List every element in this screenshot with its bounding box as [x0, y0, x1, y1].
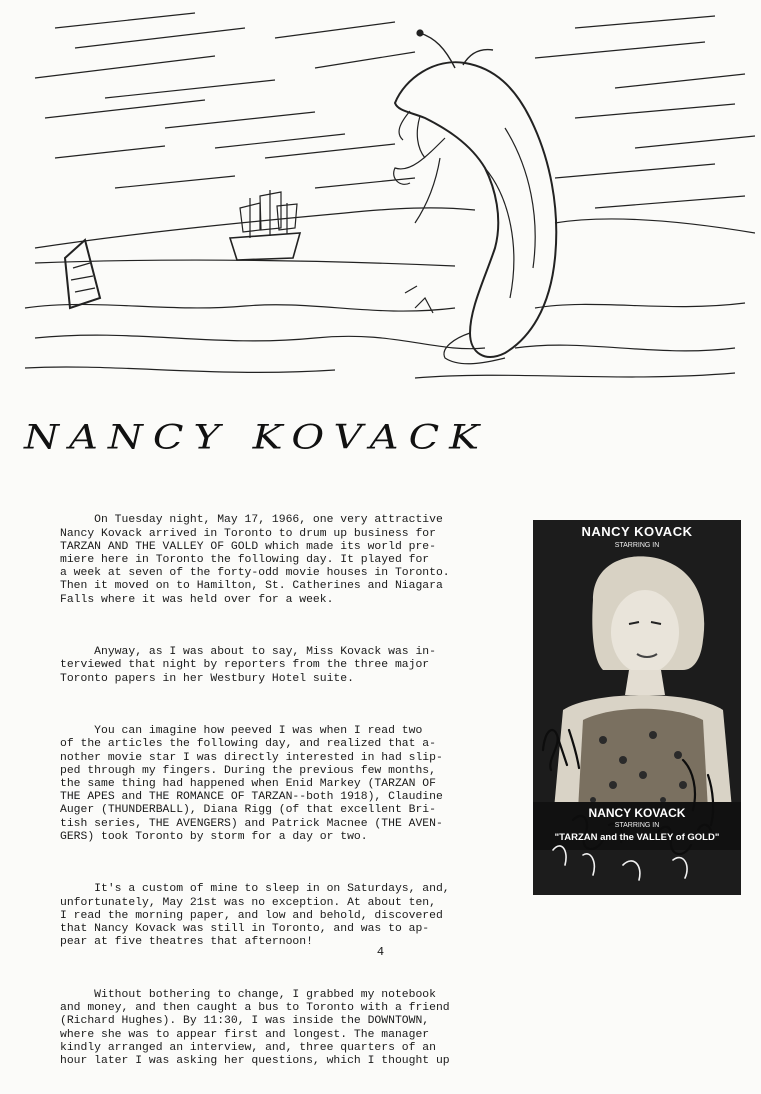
article-heading: NANCY KOVACK [24, 418, 490, 458]
photo-top-name: NANCY KOVACK [581, 524, 693, 539]
article-paragraph: It's a custom of mine to sleep in on Saturdays, and, unfortunately, May 21st was no exception. At about ten, I read the morning paper, and low and behold, discovered that Nancy Kovack was still in Toronto, and was to ap- pear at five theatres that afternoon! [60, 883, 450, 949]
page-number: 4 [376, 945, 385, 959]
photo-top-starring: STARRING IN [614, 542, 660, 549]
article-paragraph: You can imagine how peeved I was when I read two of the articles the following day, and realized that a- nother movie star I was directly interested in had slip- ped through my fingers. During the previous few months, the same thing had happened when Enid Markey (TARZAN OF THE APES and THE ROMANCE OF TARZAN--both 1918), Claudine Auger (THUNDERBALL), Diana Rigg (of that excellent Bri- tish series, THE AVENGERS) and Patrick Macnee (THE AVEN- GERS) took Toronto by storm for a day or two. [60, 725, 443, 843]
sea-monster-illustration [15, 8, 755, 396]
photo-caption-title: "TARZAN and the VALLEY of GOLD" [554, 832, 720, 843]
autographed-photo [533, 520, 741, 895]
article-paragraph: Anyway, as I was about to say, Miss Kovack was in- terviewed that night by reporters from the three major Toronto papers in her Westbury Hotel suite. [60, 646, 436, 685]
article-paragraph: On Tuesday night, May 17, 1966, one very attractive Nancy Kovack arrived in Toronto to drum up business for TARZAN AND THE VALLEY OF GOLD which made its world pre- miere here in Toronto the following day. It played for a week at seven of the forty-odd movie houses in Toronto. Then it moved on to Hamilton, St. Catherines and Niagara Falls where it was held over for a week. [60, 514, 450, 606]
photo-caption-name: NANCY KOVACK [588, 806, 686, 820]
photo-caption-starring: STARRING IN [614, 822, 660, 829]
article-paragraph: Without bothering to change, I grabbed my notebook and money, and then caught a bus to Toronto with a friend (Richard Hughes). By 11:30, I was inside the DOWNTOWN, where she was to appear first and longest. The manager kindly arranged an interview, and, three quarters of an hour later I was asking her questions, which I thought up [60, 988, 450, 1067]
article-body [60, 488, 480, 1094]
